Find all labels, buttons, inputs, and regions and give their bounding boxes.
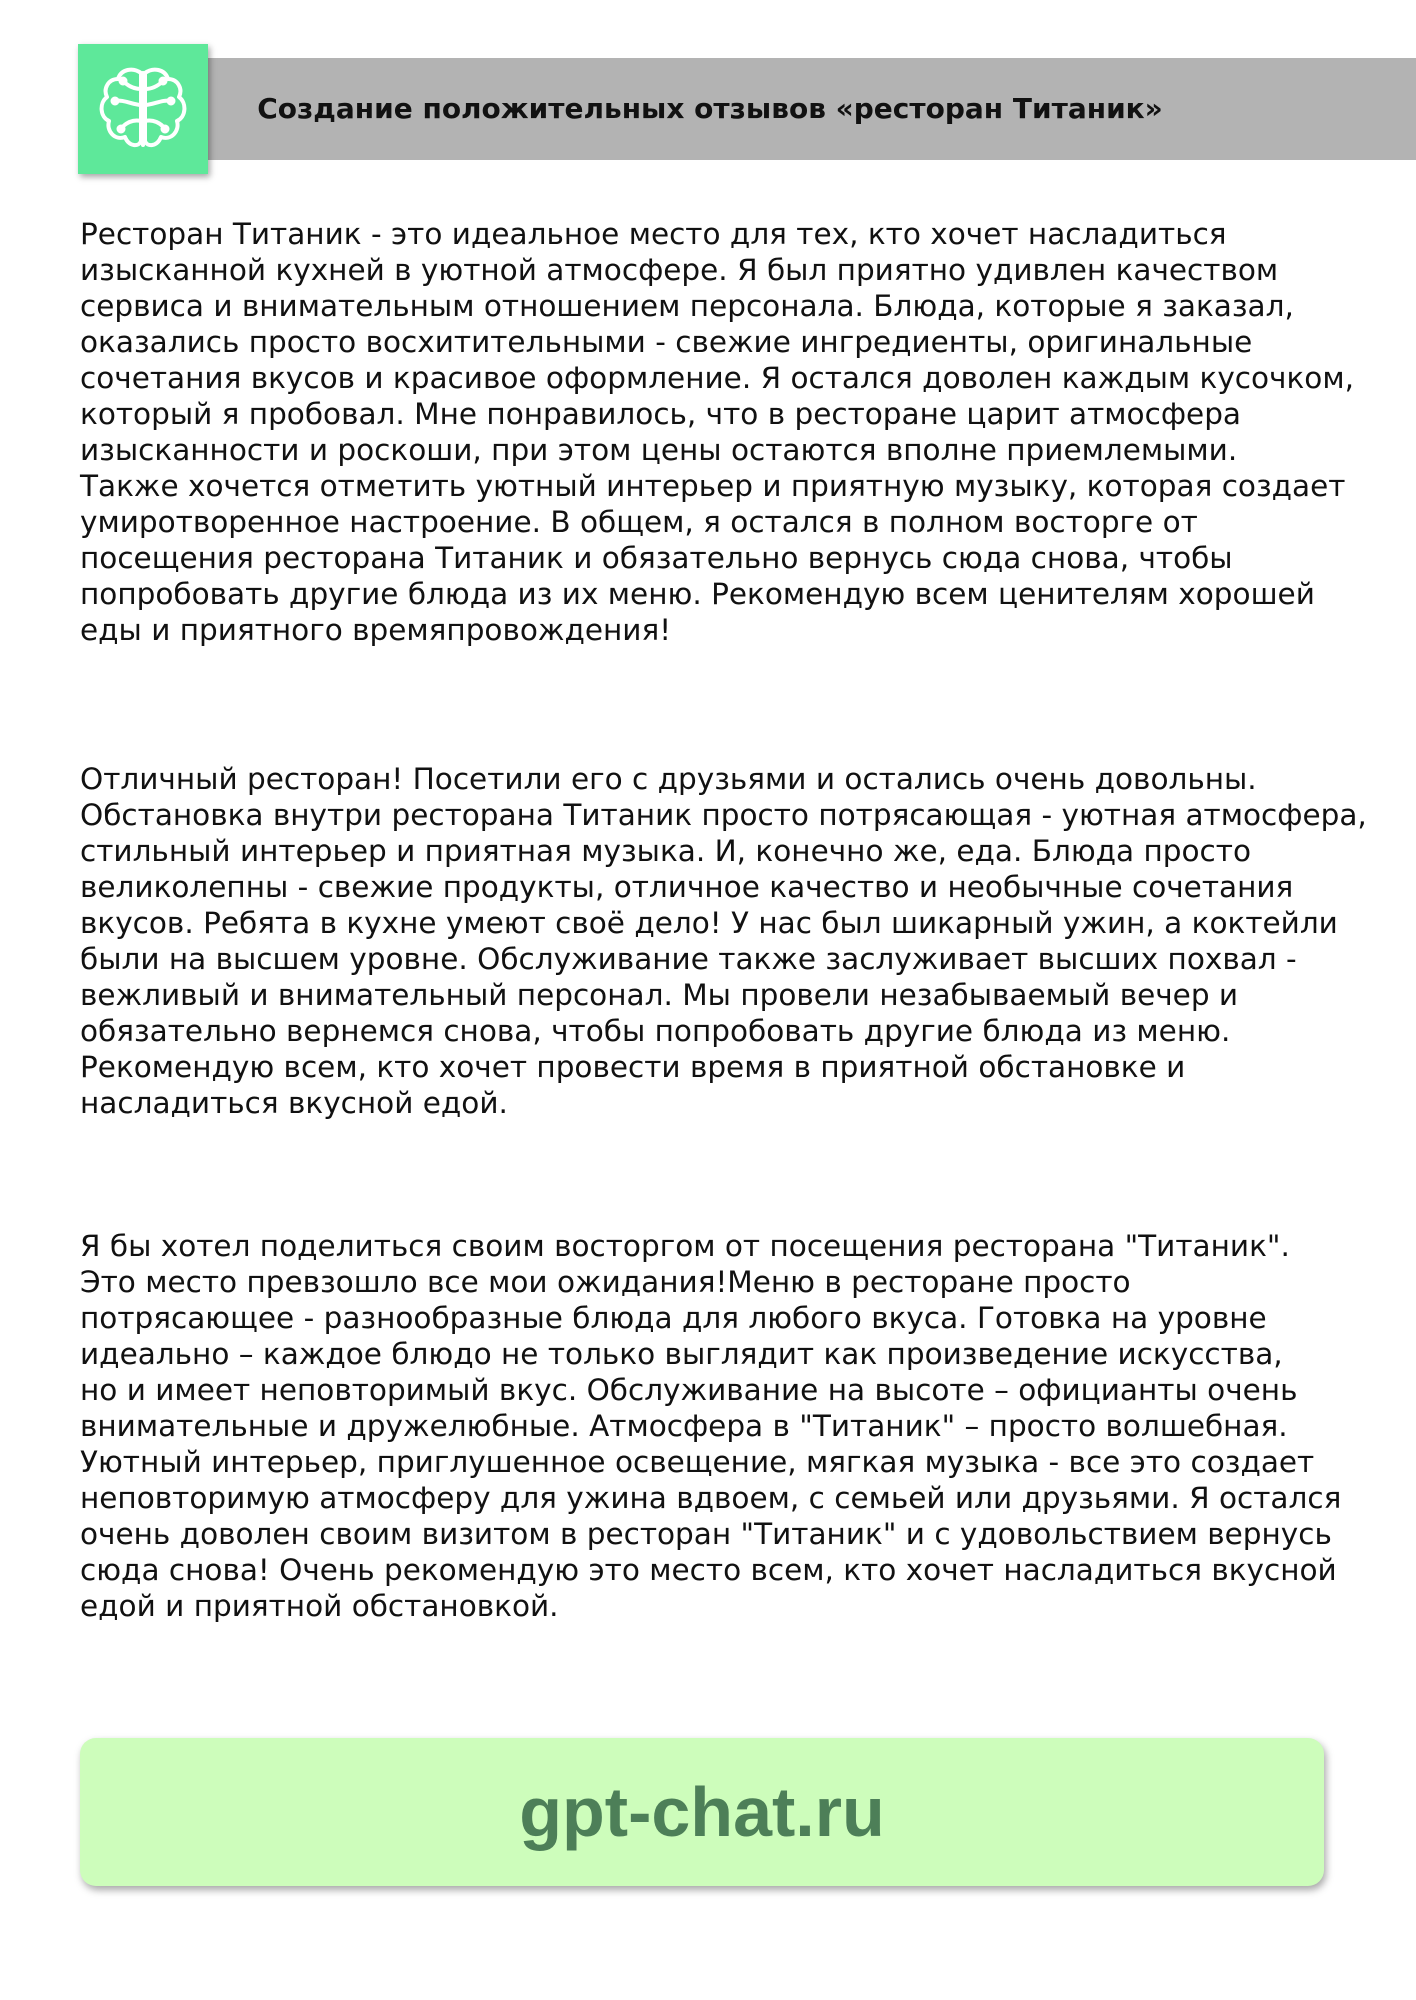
logo — [78, 44, 208, 174]
footer-site-name: gpt-chat.ru — [519, 1773, 885, 1851]
review-paragraph-1: Ресторан Титаник - это идеальное место для тех, кто хочет насладиться изысканной кухней в уютной атмосфере. Я был приятно удивлен качеством сервиса и внимательным отношением персонала. Блюда, которые я заказал, оказались просто восхитительными - свежие ингредиенты, оригинальные сочетания вкусов и красивое оформление. Я остался доволен каждым кусочком, который я пробовал. Мне понравилось, что в ресторане царит атмосфера изысканности и роскоши, при этом цены остаются вполне приемлемыми. Также хочется отметить уютный интерьер и приятную музыку, которая создает умиротворенное настроение. В общем, я остался в полном восторге от посещения ресторана Титаник и обязательно вернусь сюда снова, чтобы попробовать другие блюда из их меню. Рекомендую всем ценителям хорошей еды и приятного времяпровождения! — [80, 217, 1354, 647]
footer-banner — [80, 1738, 1324, 1886]
brain-icon — [93, 59, 193, 159]
review-paragraph-3: Я бы хотел поделиться своим восторгом от посещения ресторана "Титаник". Это место превзошло все мои ожидания!Меню в ресторане просто потрясающее - разнообразные блюда для любого вкуса. Готовка на уровне идеально – каждое блюдо не только выглядит как произведение искусства, но и имеет неповторимый вкус. Обслуживание на высоте – официанты очень внимательные и дружелюбные. Атмосфера в "Титаник" – просто волшебная. Уютный интерьер, приглушенное освещение, мягкая музыка - все это создает неповторимую атмосферу для ужина вдвоем, с семьей или друзьями. Я остался очень доволен своим визитом в ресторан "Титаник" и с удовольствием вернусь сюда снова! Очень рекомендую это место всем, кто хочет насладиться вкусной едой и приятной обстановкой. — [80, 1229, 1342, 1623]
review-paragraph-2: Отличный ресторан! Посетили его с друзьями и остались очень довольны. Обстановка внутри ресторана Титаник просто потрясающая - уютная атмосфера, стильный интерьер и приятная музыка. И, конечно же, еда. Блюда просто великолепны - свежие продукты, отличное качество и необычные сочетания вкусов. Ребята в кухне умеют своё дело! У нас был шикарный ужин, а коктейли были на высшем уровне. Обслуживание также заслуживает высших похвал - вежливый и внимательный персонал. Мы провели незабываемый вечер и обязательно вернемся снова, чтобы попробовать другие блюда из меню. Рекомендую всем, кто хочет провести время в приятной обстановке и насладиться вкусной едой. — [80, 762, 1367, 1120]
page-title: Создание положительных отзывов «ресторан Титаник» — [257, 92, 1163, 125]
